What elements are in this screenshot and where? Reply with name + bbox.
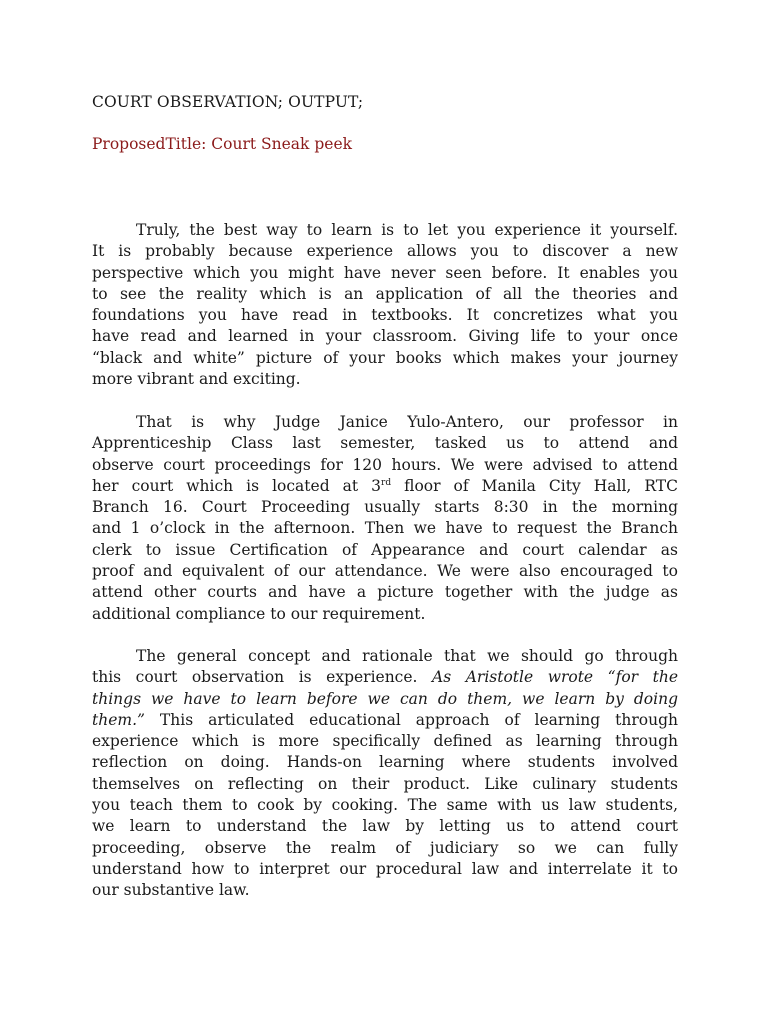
quote-fragment: things we have to learn before we can do them, we learn by doing — [92, 689, 678, 708]
text-line: attend other courts and have a picture together with the judge as — [92, 583, 678, 602]
text-line: proceeding, observe the realm of judiciary so we can fully — [92, 838, 678, 857]
text-line: proof and equivalent of our attendance. We were also encouraged to — [92, 562, 678, 581]
text-line — [92, 710, 678, 731]
paragraph-3 — [92, 646, 678, 902]
quote-fragment: them.” — [92, 710, 145, 729]
text-line: understand how to interpret our procedural law and interrelate it to — [92, 859, 678, 878]
text-line: Truly, the best way to learn is to let you experience it yourself. — [136, 221, 678, 239]
text-line: “black and white” picture of your books which makes your journey — [92, 348, 678, 367]
text-line: experience which is more specifically defined as learning through — [92, 732, 678, 751]
text-line: themselves on reflecting on their product. Like culinary students — [92, 774, 678, 793]
text-line: That is why Judge Janice Yulo-Antero, our professor in — [136, 413, 678, 431]
text-line: our substantive law. — [92, 881, 250, 900]
text-line: foundations you have read in textbooks. It concretizes what you — [92, 306, 678, 325]
document-heading: COURT OBSERVATION; OUTPUT; — [92, 93, 364, 111]
text-line: Apprenticeship Class last semester, tasked us to attend and — [92, 434, 678, 453]
text-line: we learn to understand the law by letting us to attend court — [92, 817, 678, 836]
paragraph-1 — [92, 220, 678, 390]
text-line: additional compliance to our requirement. — [92, 604, 426, 623]
text-line: Branch 16. Court Proceeding usually starts 8:30 in the morning — [92, 498, 678, 517]
text-line: reflection on doing. Hands-on learning where students involved — [92, 753, 678, 772]
text-line: you teach them to cook by cooking. The same with us law students, — [92, 796, 678, 815]
text-line-with-superscript — [92, 476, 678, 497]
text-fragment: floor of Manila City Hall, RTC — [391, 476, 678, 495]
text-line: The general concept and rationale that we should go through — [136, 647, 678, 665]
text-line — [92, 667, 678, 688]
quote-fragment: As Aristotle wrote “for the — [432, 668, 678, 687]
text-line: observe court proceedings for 120 hours. We were advised to attend — [92, 455, 678, 474]
text-fragment: her court which is located at 3 — [92, 476, 382, 495]
text-fragment: This articulated educational approach of learning through — [159, 710, 678, 729]
text-line: clerk to issue Certification of Appearance and court calendar as — [92, 540, 678, 559]
proposed-title: ProposedTitle: Court Sneak peek — [92, 135, 353, 153]
text-line: more vibrant and exciting. — [92, 370, 301, 389]
text-line: to see the reality which is an application of all the theories and — [92, 284, 678, 303]
paragraph-2 — [92, 412, 678, 625]
text-line: It is probably because experience allows you to discover a new — [92, 242, 678, 261]
text-line — [92, 689, 678, 710]
text-line: and 1 o’clock in the afternoon. Then we have to request the Branch — [92, 519, 678, 538]
superscript: rd — [381, 477, 392, 488]
text-line: have read and learned in your classroom. Giving life to your once — [92, 327, 678, 346]
text-line: perspective which you might have never seen before. It enables you — [92, 263, 678, 282]
text-fragment: this court observation is experience. — [92, 668, 433, 687]
